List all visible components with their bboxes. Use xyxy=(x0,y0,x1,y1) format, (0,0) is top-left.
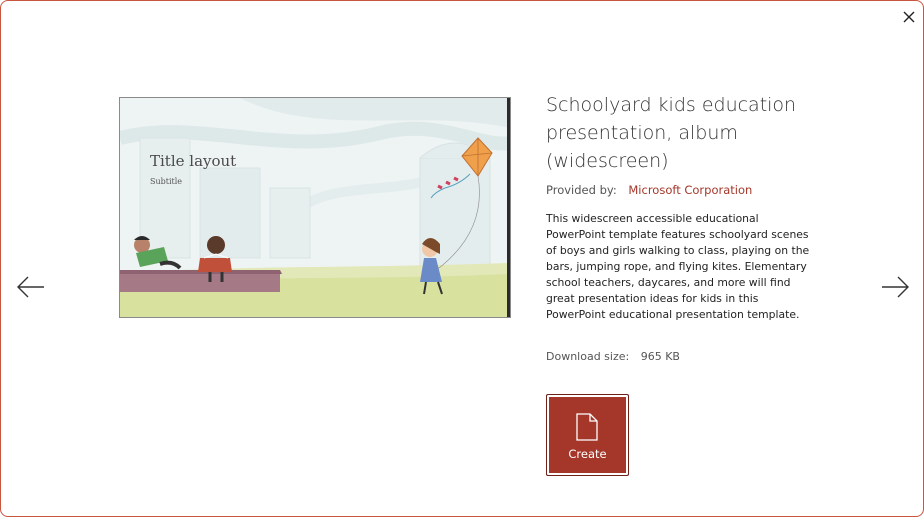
template-preview-image xyxy=(119,97,511,318)
provider-link[interactable]: Microsoft Corporation xyxy=(628,183,753,197)
previous-template-button[interactable] xyxy=(14,270,48,304)
arrow-left-icon xyxy=(14,270,48,304)
next-template-button[interactable] xyxy=(878,270,912,304)
document-icon xyxy=(575,413,599,441)
schoolyard-illustration xyxy=(120,98,510,317)
template-info xyxy=(546,91,826,323)
create-button-label: Create xyxy=(568,447,607,461)
slide-title: Title layout xyxy=(150,152,237,170)
close-button[interactable] xyxy=(898,6,920,28)
arrow-right-icon xyxy=(878,270,912,304)
preview-edge xyxy=(507,98,510,317)
download-size-row xyxy=(546,350,680,363)
download-size-label: Download size: xyxy=(546,350,630,363)
provider-row xyxy=(546,183,826,197)
close-icon xyxy=(898,6,920,28)
provided-by-label: Provided by: xyxy=(546,183,617,197)
create-button[interactable] xyxy=(546,394,629,476)
template-title: Schoolyard kids education presentation, album (widescreen) xyxy=(546,94,797,172)
slide-subtitle: Subtitle xyxy=(150,177,183,186)
template-description: This widescreen accessible educational PowerPoint template features schoolyard scenes of boys and girls walking to class, playing on the bars, jumping rope, and flying kites. Elementary school teachers, daycares, and more will find great presentation ideas for kids in this PowerPoint educational presentation template. xyxy=(546,212,810,321)
download-size-value: 965 KB xyxy=(640,350,680,363)
